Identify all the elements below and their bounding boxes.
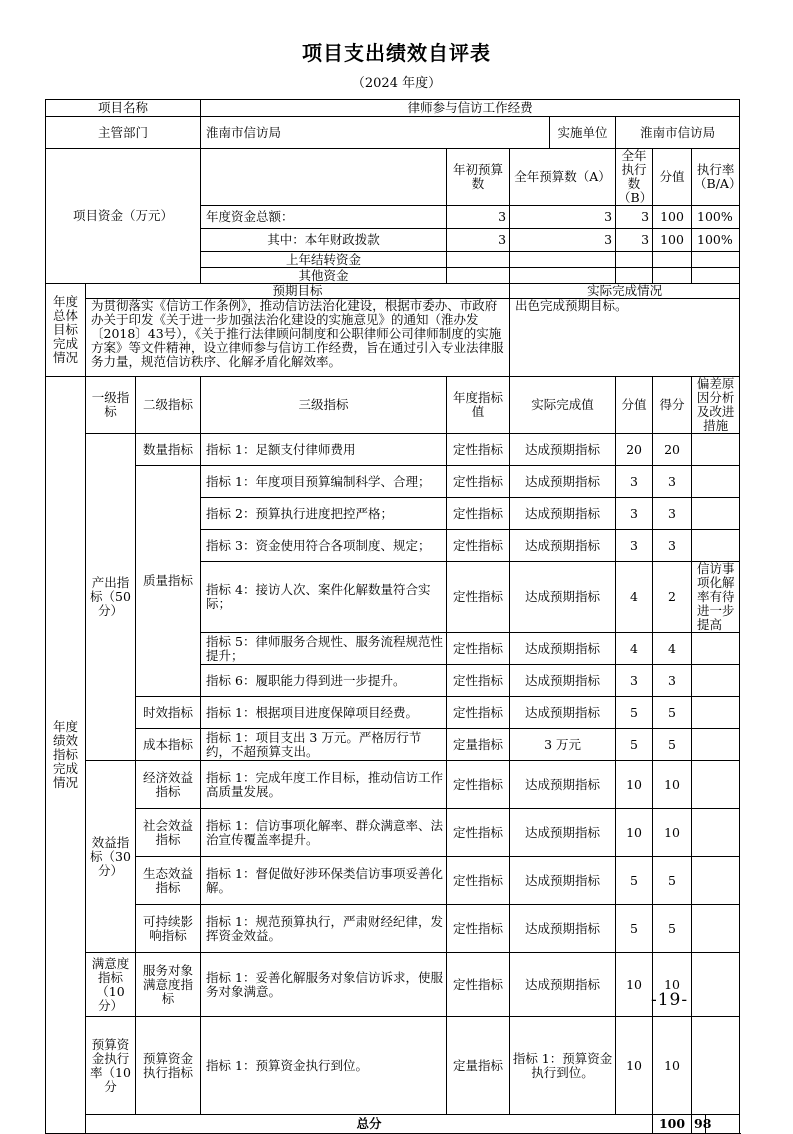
indicator-text: 指标 1：根据项目进度保障项目经费。: [201, 697, 447, 729]
indicator-actual: 达成预期指标: [510, 857, 616, 905]
indicator-score: 5: [653, 729, 692, 761]
funds-executed: 3: [616, 206, 653, 229]
indicator-deviation: 信访事项化解率有待进一步提高: [692, 562, 740, 633]
indicator-actual: 3 万元: [510, 729, 616, 761]
indicator-target: 定量指标: [447, 1017, 510, 1115]
total-points: 100: [653, 1115, 692, 1134]
funds-header-executed: 全年执行数（B）: [616, 149, 653, 206]
indicator-score: 3: [653, 530, 692, 562]
level2-quantity: 数量指标: [136, 434, 201, 466]
indicator-actual: 达成预期指标: [510, 530, 616, 562]
actual-completion-header: 实际完成情况: [510, 284, 740, 299]
project-name-row: [46, 100, 740, 117]
indicator-text: 指标 1：妥善化解服务对象信访诉求，使服务对象满意。: [201, 953, 447, 1017]
indicator-text: 指标 6：履职能力得到进一步提升。: [201, 665, 447, 697]
indicator-target: 定性指标: [447, 761, 510, 809]
indicator-text: 指标 4：接访人次、案件化解数量符合实际；: [201, 562, 447, 633]
indicator-score: 10: [653, 809, 692, 857]
expected-goal-text: 为贯彻落实《信访工作条例》，推动信访法治化建设，根据市委办、市政府办关于印发《关于进一步加强法治化建设的实施意见》的通知（淮办发〔2018〕43号），《关于推行法律顾问制度和公职律师公司律师制度的实施方案》等文件精神，设立律师参与信访工作经费，旨在通过引入专业法律服务力量，规范信访秩序、化解矛盾化解效率。: [86, 299, 510, 377]
indicator-row: [46, 697, 740, 729]
indicator-target: 定性指标: [447, 809, 510, 857]
total-row: [46, 1115, 740, 1134]
indicator-points: 3: [616, 498, 653, 530]
level2-cost: 成本指标: [136, 729, 201, 761]
indicator-actual: 达成预期指标: [510, 905, 616, 953]
goals-row: [46, 299, 740, 377]
funds-annual: [510, 268, 616, 284]
project-name-label: 项目名称: [46, 100, 201, 117]
page-title: 项目支出绩效自评表: [302, 41, 491, 65]
level2-sustainable: 可持续影响指标: [136, 905, 201, 953]
funds-points: 100: [653, 229, 692, 252]
level1-benefit: 效益指标（30分）: [86, 761, 136, 953]
level2-service: 服务对象满意度指标: [136, 953, 201, 1017]
level1-budget: 预算资金执行率（10分: [86, 1017, 136, 1115]
indicator-actual: 达成预期指标: [510, 562, 616, 633]
department-label: 主管部门: [46, 117, 201, 149]
indicator-deviation: [692, 530, 740, 562]
indicator-row: [46, 905, 740, 953]
indicator-text: 指标 1：项目支出 3 万元。严格厉行节约，不超预算支出。: [201, 729, 447, 761]
indicator-row: [46, 953, 740, 1017]
indicator-deviation: [692, 761, 740, 809]
department-row: [46, 117, 740, 149]
indicator-score: 20: [653, 434, 692, 466]
indicator-target: 定性指标: [447, 665, 510, 697]
indicator-points: 20: [616, 434, 653, 466]
indicator-points: 10: [616, 761, 653, 809]
funds-header-initial: 年初预算数: [447, 149, 510, 206]
indicator-actual: 达成预期指标: [510, 697, 616, 729]
indicator-target: 定性指标: [447, 498, 510, 530]
indicator-target: 定性指标: [447, 633, 510, 665]
level2-social: 社会效益指标: [136, 809, 201, 857]
funds-points: [653, 252, 692, 268]
goals-header-row: [46, 284, 740, 299]
indicator-points: 5: [616, 857, 653, 905]
self-evaluation-table: [45, 99, 740, 1134]
indicator-points: 10: [616, 953, 653, 1017]
indicator-target: 定性指标: [447, 697, 510, 729]
indicator-points: 3: [616, 665, 653, 697]
indicator-target: 定性指标: [447, 466, 510, 498]
funds-points: [653, 268, 692, 284]
indicator-text: 指标 1：信访事项化解率、群众满意率、法治宣传覆盖率提升。: [201, 809, 447, 857]
header-deviation: 偏差原因分析及改进措施: [692, 377, 740, 434]
indicator-target: 定性指标: [447, 905, 510, 953]
indicator-points: 5: [616, 905, 653, 953]
funds-points: 100: [653, 206, 692, 229]
indicator-deviation: [692, 697, 740, 729]
level2-economic: 经济效益指标: [136, 761, 201, 809]
funds-row-label: 其中：本年财政拨款: [201, 229, 447, 252]
level2-budget-exec: 预算资金执行指标: [136, 1017, 201, 1115]
funds-initial: 3: [447, 206, 510, 229]
indicator-points: 4: [616, 562, 653, 633]
indicator-score: 3: [653, 498, 692, 530]
indicator-actual: 达成预期指标: [510, 665, 616, 697]
funds-row-label: 年度资金总额：: [201, 206, 447, 229]
indicator-target: 定性指标: [447, 530, 510, 562]
indicator-text: 指标 1：督促做好涉环保类信访事项妥善化解。: [201, 857, 447, 905]
indicator-deviation: [692, 857, 740, 905]
indicator-points: 3: [616, 466, 653, 498]
funds-label: 项目资金（万元）: [46, 149, 201, 284]
department-value: 淮南市信访局: [201, 117, 550, 149]
header-points: 分值: [616, 377, 653, 434]
funds-header-rate: 执行率（B/A）: [692, 149, 740, 206]
level2-ecological: 生态效益指标: [136, 857, 201, 905]
indicator-points: 10: [616, 1017, 653, 1115]
total-label: 总分: [86, 1115, 653, 1134]
level2-timeliness: 时效指标: [136, 697, 201, 729]
indicator-row: [46, 1017, 740, 1115]
indicator-actual: 达成预期指标: [510, 498, 616, 530]
indicator-text: 指标 1：足额支付律师费用: [201, 434, 447, 466]
indicator-deviation: [692, 466, 740, 498]
indicator-actual: 达成预期指标: [510, 761, 616, 809]
indicator-row: [46, 729, 740, 761]
indicator-points: 5: [616, 729, 653, 761]
header-actual: 实际完成值: [510, 377, 616, 434]
indicators-section-label: 年度绩效指标完成情况: [46, 377, 86, 1134]
indicator-target: 定性指标: [447, 953, 510, 1017]
indicator-text: 指标 1：年度项目预算编制科学、合理；: [201, 466, 447, 498]
indicator-points: 5: [616, 697, 653, 729]
project-name-value: 律师参与信访工作经费: [201, 100, 740, 117]
funds-rate: 100%: [692, 229, 740, 252]
funds-header-annual: 全年预算数（A）: [510, 149, 616, 206]
funds-executed: 3: [616, 229, 653, 252]
implementing-unit-value: 淮南市信访局: [616, 117, 740, 149]
indicator-score: 4: [653, 633, 692, 665]
implementing-unit-label: 实施单位: [550, 117, 616, 149]
indicator-points: 4: [616, 633, 653, 665]
indicator-row: [46, 809, 740, 857]
indicator-actual: 达成预期指标: [510, 809, 616, 857]
indicator-score: 5: [653, 857, 692, 905]
goals-label: 年度总体目标完成情况: [46, 284, 86, 377]
actual-completion-text: 出色完成预期目标。: [510, 299, 740, 377]
indicator-score: 10: [653, 953, 692, 1017]
indicator-deviation: [692, 953, 740, 1017]
indicator-deviation: [692, 633, 740, 665]
indicator-deviation: [692, 729, 740, 761]
indicator-score: 5: [653, 905, 692, 953]
indicator-score: 10: [653, 1017, 692, 1115]
indicator-deviation: [692, 809, 740, 857]
funds-initial: [447, 268, 510, 284]
header-level3: 三级指标: [201, 377, 447, 434]
total-score: 98: [692, 1115, 706, 1134]
indicator-target: 定性指标: [447, 434, 510, 466]
indicator-points: 3: [616, 530, 653, 562]
indicator-text: 指标 3：资金使用符合各项制度、规定；: [201, 530, 447, 562]
page-subtitle: （2024 年度）: [351, 76, 442, 91]
funds-executed: [616, 252, 653, 268]
indicator-points: 10: [616, 809, 653, 857]
indicator-text: 指标 5：律师服务合规性、服务流程规范性提升；: [201, 633, 447, 665]
indicator-deviation: [692, 434, 740, 466]
indicator-score: 2: [653, 562, 692, 633]
funds-annual: 3: [510, 229, 616, 252]
indicator-text: 指标 1：预算资金执行到位。: [201, 1017, 447, 1115]
indicator-row: [46, 434, 740, 466]
indicator-actual: 达成预期指标: [510, 434, 616, 466]
level1-output: 产出指标（50分）: [86, 434, 136, 761]
indicator-row: [46, 761, 740, 809]
indicator-score: 3: [653, 466, 692, 498]
level2-quality: 质量指标: [136, 466, 201, 697]
indicator-text: 指标 1：规范预算执行，严肃财经纪律，发挥资金效益。: [201, 905, 447, 953]
funds-rate: [692, 252, 740, 268]
indicator-target: 定量指标: [447, 729, 510, 761]
indicator-target: 定性指标: [447, 857, 510, 905]
indicator-actual: 达成预期指标: [510, 466, 616, 498]
indicator-deviation: [692, 905, 740, 953]
funds-initial: [447, 252, 510, 268]
indicator-score: 5: [653, 697, 692, 729]
indicator-header-row: [46, 377, 740, 434]
expected-goal-header: 预期目标: [86, 284, 510, 299]
header-score: 得分: [653, 377, 692, 434]
funds-rate: [692, 268, 740, 284]
funds-annual: [510, 252, 616, 268]
indicator-actual: 达成预期指标: [510, 953, 616, 1017]
indicator-text: 指标 1：完成年度工作目标，推动信访工作高质量发展。: [201, 761, 447, 809]
funds-header-row: [46, 149, 740, 206]
level1-satisfaction: 满意度指标（10分）: [86, 953, 136, 1017]
indicator-score: 3: [653, 665, 692, 697]
header-level1: 一级指标: [86, 377, 136, 434]
funds-row-label: 其他资金: [201, 268, 447, 284]
funds-initial: 3: [447, 229, 510, 252]
funds-executed: [616, 268, 653, 284]
indicator-deviation: [692, 665, 740, 697]
indicator-actual: 指标 1：预算资金执行到位。: [510, 1017, 616, 1115]
header-target: 年度指标值: [447, 377, 510, 434]
page-number: -19-: [651, 990, 689, 1010]
funds-header-points: 分值: [653, 149, 692, 206]
indicator-actual: 达成预期指标: [510, 633, 616, 665]
header-level2: 二级指标: [136, 377, 201, 434]
indicator-row: [46, 466, 740, 498]
indicator-deviation: [692, 1017, 740, 1115]
indicator-text: 指标 2：预算执行进度把控严格；: [201, 498, 447, 530]
funds-rate: 100%: [692, 206, 740, 229]
indicator-deviation: [692, 498, 740, 530]
indicator-target: 定性指标: [447, 562, 510, 633]
funds-row-label: 上年结转资金: [201, 252, 447, 268]
indicator-score: 10: [653, 761, 692, 809]
funds-annual: 3: [510, 206, 616, 229]
indicator-row: [46, 857, 740, 905]
